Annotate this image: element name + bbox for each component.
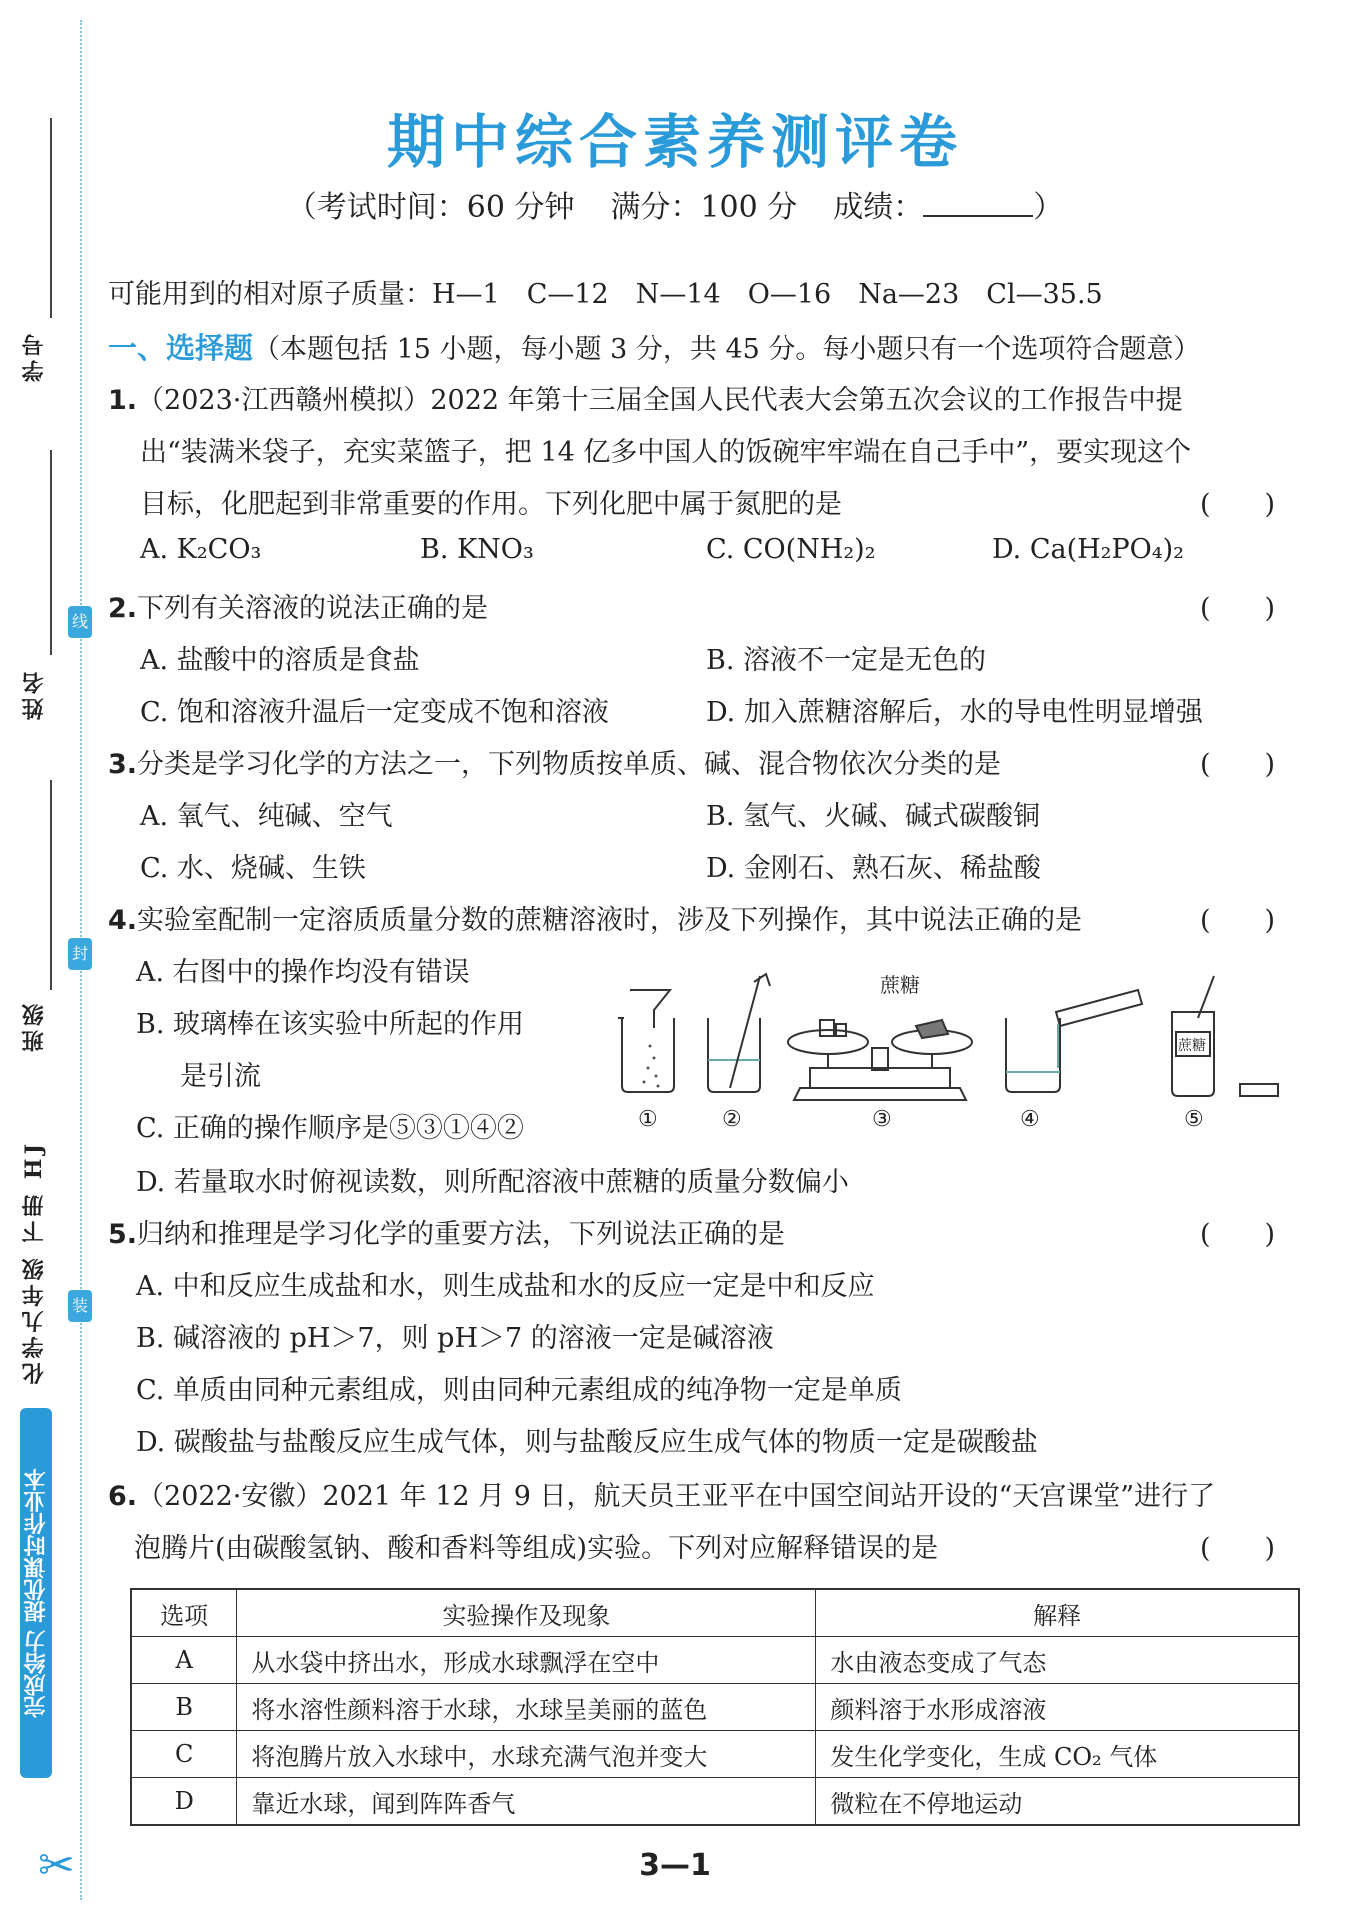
q5-stem-text: 归纳和推理是学习化学的重要方法，下列说法正确的是 — [137, 1219, 786, 1250]
section-title: 一、选择题 — [108, 331, 254, 365]
fig-sugar-label: 蔗糖 — [880, 973, 920, 997]
score-label: 成绩： — [833, 190, 924, 225]
q1-option-c: C. CO(NH₂)₂ — [706, 534, 876, 565]
page-number: 3—1 — [639, 1848, 711, 1883]
q6-line2: 泡腾片(由碳酸氢钠、酸和香料等组成)实验。下列对应解释错误的是 — [134, 1533, 939, 1564]
table-cell: D — [131, 1778, 237, 1826]
score-blank[interactable] — [923, 189, 1033, 217]
q1-number: 1. — [108, 385, 138, 416]
q1-line3: 目标，化肥起到非常重要的作用。下列化肥中属于氮肥的是 — [140, 489, 842, 520]
step3-balance-figure — [788, 1020, 972, 1100]
brand-band: 完成给力 提优课时作业本 — [20, 1408, 52, 1778]
page-title: 期中综合素养测评卷 — [386, 108, 963, 176]
q1-option-b: B. KNO₃ — [420, 534, 534, 565]
meta-close: ） — [1033, 190, 1064, 225]
q1-line2: 出“装满米袋子，充实菜篮子，把 14 亿多中国人的饭碗牢牢端在自己手中”，要实现这个 — [140, 437, 1192, 468]
table-header: 实验操作及现象 — [237, 1589, 816, 1637]
q5-option-c: C. 单质由同种元素组成，则由同种元素组成的纯净物一定是单质 — [136, 1375, 902, 1406]
student-no-label: 学号 — [21, 330, 47, 382]
q4-option-b: B. 玻璃棒在该实验中所起的作用 — [136, 1009, 525, 1040]
q2-stem-text: 下列有关溶液的说法正确的是 — [137, 593, 489, 624]
exam-time: 考试时间：60 分钟 — [316, 190, 575, 225]
q5-answer-blank[interactable]: ( ) — [1200, 1219, 1276, 1250]
bind-tag: 装 — [68, 1290, 92, 1322]
step-label-2: ② — [722, 1107, 742, 1132]
table-cell: 将水溶性颜料溶于水球，水球呈美丽的蓝色 — [237, 1684, 816, 1731]
name-blank[interactable] — [50, 450, 52, 655]
q1-stem-1: （2023·江西赣州模拟）2022 年第十三届全国人民代表大会第五次会议的工作报告中提 — [137, 385, 1183, 416]
table-header: 解释 — [816, 1589, 1299, 1637]
q4-option-a: A. 右图中的操作均没有错误 — [136, 957, 470, 988]
q3-number: 3. — [108, 749, 138, 780]
q3-option-b: B. 氢气、火碱、碱式碳酸铜 — [706, 801, 1041, 832]
table-header-row — [131, 1589, 1299, 1637]
step-label-5: ⑤ — [1184, 1107, 1204, 1132]
full-score: 满分：100 分 — [610, 190, 798, 225]
step1-dissolve-figure — [618, 990, 674, 1092]
q4-option-d: D. 若量取水时俯视读数，则所配溶液中蔗糖的质量分数偏小 — [136, 1167, 849, 1198]
table-cell: A — [131, 1637, 237, 1684]
table-cell: B — [131, 1684, 237, 1731]
q1-option-d: D. Ca(H₂PO₄)₂ — [992, 534, 1184, 565]
q4-lab-figure — [610, 968, 1300, 1138]
q2-option-c: C. 饱和溶液升温后一定变成不饱和溶液 — [140, 697, 609, 728]
table-row — [131, 1684, 1299, 1731]
q4-number: 4. — [108, 905, 138, 936]
q2-option-a: A. 盐酸中的溶质是食盐 — [140, 645, 420, 676]
q1-answer-blank[interactable]: ( ) — [1200, 489, 1276, 520]
section-heading — [108, 326, 1200, 367]
q2-number: 2. — [108, 593, 138, 624]
step5-sugar-jar-figure — [1172, 976, 1278, 1096]
q2-option-d: D. 加入蔗糖溶解后，水的导电性明显增强 — [706, 697, 1203, 728]
step-label-4: ④ — [1020, 1107, 1040, 1132]
meta-open: （ — [286, 190, 317, 225]
q5-option-a: A. 中和反应生成盐和水，则生成盐和水的反应一定是中和反应 — [136, 1271, 875, 1302]
name-label: 姓名 — [21, 668, 47, 720]
table-cell: 水由液态变成了气态 — [816, 1637, 1299, 1684]
q6-line1 — [108, 1474, 1215, 1513]
table-cell: C — [131, 1731, 237, 1778]
q1-line1 — [108, 378, 1183, 417]
table-header: 选项 — [131, 1589, 237, 1637]
q6-stem-1: （2022·安徽）2021 年 12 月 9 日，航天员王亚平在中国空间站开设的“天宫课堂”进行了 — [137, 1481, 1216, 1512]
q3-option-c: C. 水、烧碱、生铁 — [140, 853, 366, 884]
table-cell: 发生化学变化，生成 CO₂ 气体 — [816, 1731, 1299, 1778]
q5-number: 5. — [108, 1219, 138, 1250]
step-label-1: ① — [638, 1107, 658, 1132]
exam-meta — [0, 182, 1350, 226]
q6-number: 6. — [108, 1481, 138, 1512]
table-row — [131, 1637, 1299, 1684]
q4-stem-text: 实验室配制一定溶质质量分数的蔗糖溶液时，涉及下列操作，其中说法正确的是 — [137, 905, 1083, 936]
q2-option-b: B. 溶液不一定是无色的 — [706, 645, 987, 676]
table-cell: 将泡腾片放入水球中，水球充满气泡并变大 — [237, 1731, 816, 1778]
table-cell: 靠近水球，闻到阵阵香气 — [237, 1778, 816, 1826]
seal-tag: 封 — [68, 938, 92, 970]
step4-pour-figure — [1006, 990, 1142, 1092]
q4-option-c: C. 正确的操作顺序是⑤③①④② — [136, 1113, 524, 1144]
class-blank[interactable] — [50, 780, 52, 990]
q4-answer-blank[interactable]: ( ) — [1200, 905, 1276, 936]
q3-option-d: D. 金刚石、熟石灰、稀盐酸 — [706, 853, 1041, 884]
scissors-icon: ✂ — [38, 1840, 75, 1891]
table-row — [131, 1731, 1299, 1778]
q4-stem — [108, 898, 1082, 937]
section-desc: （本题包括 15 小题，每小题 3 分，共 45 分。每小题只有一个选项符合题意） — [253, 334, 1201, 365]
class-label: 班级 — [21, 1000, 47, 1052]
q3-option-a: A. 氧气、纯碱、空气 — [140, 801, 393, 832]
book-info: 化学九年级 下册 HJ — [21, 1140, 47, 1385]
q3-stem — [108, 742, 1001, 781]
table-row — [131, 1778, 1299, 1826]
atomic-mass-line: 可能用到的相对原子质量：H—1 C—12 N—14 O—16 Na—23 Cl—35.5 — [108, 279, 1103, 310]
q5-option-d: D. 碳酸盐与盐酸反应生成气体，则与盐酸反应生成气体的物质一定是碳酸盐 — [136, 1427, 1038, 1458]
q2-answer-blank[interactable]: ( ) — [1200, 593, 1276, 624]
table-cell: 颜料溶于水形成溶液 — [816, 1684, 1299, 1731]
table-cell: 从水袋中挤出水，形成水球飘浮在空中 — [237, 1637, 816, 1684]
q3-answer-blank[interactable]: ( ) — [1200, 749, 1276, 780]
q5-option-b: B. 碱溶液的 pH＞7，则 pH＞7 的溶液一定是碱溶液 — [136, 1323, 774, 1354]
q2-stem — [108, 586, 488, 625]
q6-answer-blank[interactable]: ( ) — [1200, 1533, 1276, 1564]
line-tag: 线 — [68, 606, 92, 638]
step2-stir-figure — [708, 974, 770, 1092]
fig-jar-label: 蔗糖 — [1178, 1038, 1206, 1054]
q5-stem — [108, 1212, 785, 1251]
step-label-3: ③ — [872, 1107, 892, 1132]
table-cell: 微粒在不停地运动 — [816, 1778, 1299, 1826]
q6-table — [130, 1588, 1300, 1826]
q3-stem-text: 分类是学习化学的方法之一，下列物质按单质、碱、混合物依次分类的是 — [137, 749, 1002, 780]
q1-option-a: A. K₂CO₃ — [140, 534, 262, 565]
q4-option-b-cont: 是引流 — [180, 1061, 261, 1092]
